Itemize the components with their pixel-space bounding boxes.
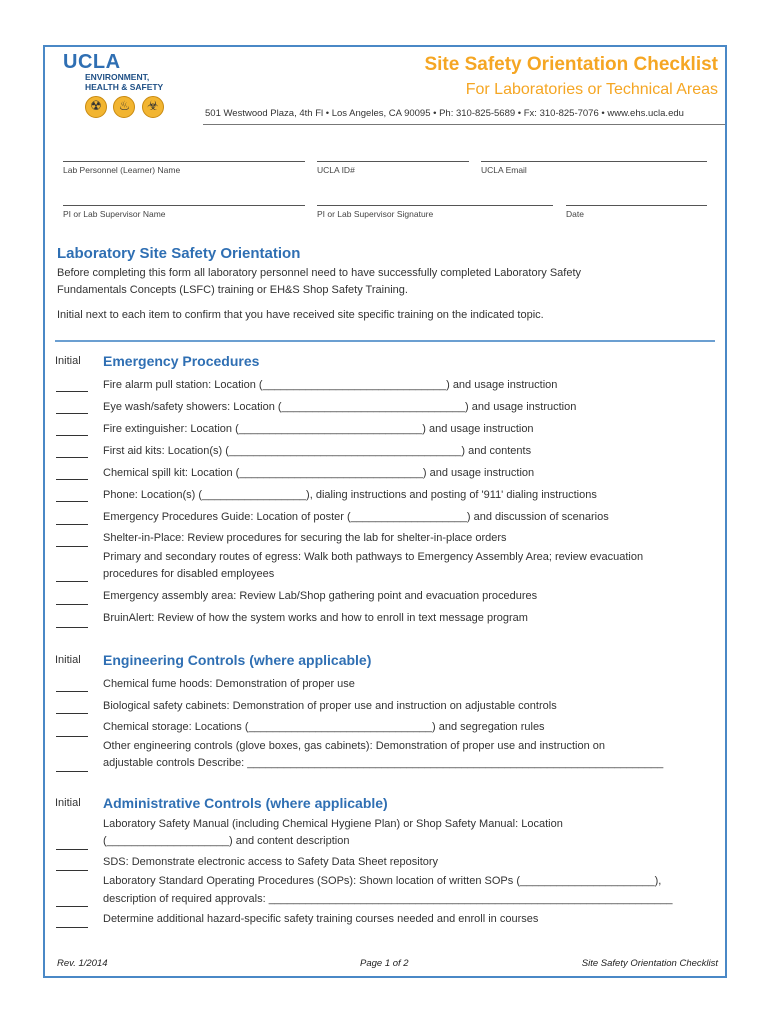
initial-blank[interactable]	[56, 457, 88, 458]
list-item: BruinAlert: Review of how the system works and how to enroll in text message program	[103, 612, 528, 624]
radiation-icon: ☢	[85, 96, 107, 118]
initial-blank[interactable]	[56, 413, 88, 414]
ucla-id-field[interactable]: UCLA ID#	[317, 161, 469, 175]
initial-label-emergency: Initial	[55, 355, 81, 367]
date-field[interactable]: Date	[566, 205, 707, 219]
list-item: Eye wash/safety showers: Location (______________________________) and usage instruction	[103, 401, 577, 413]
list-item: Laboratory Standard Operating Procedures (SOPs): Shown location of written SOPs (______________________),	[103, 875, 662, 887]
list-item: Emergency assembly area: Review Lab/Shop gathering point and evacuation procedures	[103, 590, 538, 602]
initial-label-engineering: Initial	[55, 654, 81, 666]
list-item: procedures for disabled employees	[103, 568, 275, 580]
list-item: Other engineering controls (glove boxes, gas cabinets): Demonstration of proper use and instruction on	[103, 740, 606, 752]
list-item: SDS: Demonstrate electronic access to Safety Data Sheet repository	[103, 856, 439, 868]
logo-dept-line1: ENVIRONMENT,	[85, 72, 150, 82]
initial-blank[interactable]	[56, 391, 88, 392]
list-item: Determine additional hazard-specific safety training courses needed and enroll in courses	[103, 913, 539, 925]
initial-blank[interactable]	[56, 581, 88, 582]
initial-blank[interactable]	[56, 736, 88, 737]
biohazard-icon: ☣	[142, 96, 164, 118]
list-item: First aid kits: Location(s) (______________________________________) and contents	[103, 445, 532, 457]
initial-blank[interactable]	[56, 771, 88, 772]
intro-line-2: Fundamentals Concepts (LSFC) training or EH&S Shop Safety Training.	[57, 284, 408, 296]
ucla-ehs-logo	[63, 52, 203, 124]
fire-icon: ♨	[113, 96, 135, 118]
list-item: Chemical storage: Locations (______________________________) and segregation rules	[103, 721, 545, 733]
list-item: Phone: Location(s) (_________________), dialing instructions and posting of '911' dialing instructions	[103, 489, 597, 501]
orientation-title: Laboratory Site Safety Orientation	[57, 245, 301, 262]
ucla-email-field[interactable]: UCLA Email	[481, 161, 707, 175]
header-divider	[203, 124, 725, 125]
list-item: Laboratory Safety Manual (including Chemical Hygiene Plan) or Shop Safety Manual: Location	[103, 818, 563, 830]
list-item: Biological safety cabinets: Demonstration of proper use and instruction on adjustable controls	[103, 700, 557, 712]
initial-blank[interactable]	[56, 713, 88, 714]
list-item: Fire alarm pull station: Location (______________________________) and usage instruction	[103, 379, 558, 391]
logo-ucla-text: UCLA	[63, 51, 121, 73]
initial-blank[interactable]	[56, 546, 88, 547]
pi-name-field[interactable]: PI or Lab Supervisor Name	[63, 205, 305, 219]
pi-signature-field[interactable]: PI or Lab Supervisor Signature	[317, 205, 553, 219]
list-item: description of required approvals: __________________________________________________________________	[103, 893, 673, 905]
list-item: adjustable controls Describe: ____________________________________________________________________	[103, 757, 664, 769]
emergency-title: Emergency Procedures	[103, 353, 260, 369]
initial-blank[interactable]	[56, 524, 88, 525]
administrative-title: Administrative Controls (where applicable)	[103, 795, 388, 811]
list-item: (____________________) and content description	[103, 835, 350, 847]
list-item: Shelter-in-Place: Review procedures for securing the lab for shelter-in-place orders	[103, 532, 507, 544]
initial-blank[interactable]	[56, 627, 88, 628]
list-item: Chemical spill kit: Location (______________________________) and usage instruction	[103, 467, 535, 479]
initial-blank[interactable]	[56, 435, 88, 436]
page-title: Site Safety Orientation Checklist	[424, 54, 718, 75]
initial-blank[interactable]	[56, 849, 88, 850]
initial-blank[interactable]	[56, 604, 88, 605]
list-item: Chemical fume hoods: Demonstration of proper use	[103, 678, 355, 690]
section-divider	[55, 340, 715, 342]
list-item: Emergency Procedures Guide: Location of poster (___________________) and discussion of scenarios	[103, 511, 609, 523]
list-item: Fire extinguisher: Location (______________________________) and usage instruction	[103, 423, 534, 435]
footer-document-name: Site Safety Orientation Checklist	[581, 958, 718, 969]
initial-label-administrative: Initial	[55, 797, 81, 809]
initial-blank[interactable]	[56, 906, 88, 907]
logo-dept-line2: HEALTH & SAFETY	[85, 82, 164, 92]
intro-line-3: Initial next to each item to confirm that you have received site specific training on the indicated topic.	[57, 309, 544, 321]
initial-blank[interactable]	[56, 479, 88, 480]
contact-address: 501 Westwood Plaza, 4th Fl • Los Angeles, CA 90095 • Ph: 310-825-5689 • Fx: 310-825-7076 • www.ehs.ucla.edu	[205, 108, 684, 119]
initial-blank[interactable]	[56, 691, 88, 692]
learner-name-field[interactable]: Lab Personnel (Learner) Name	[63, 161, 305, 175]
footer-page-number: Page 1 of 2	[360, 958, 409, 969]
initial-blank[interactable]	[56, 927, 88, 928]
list-item: Primary and secondary routes of egress: Walk both pathways to Emergency Assembly Area; review evacuation	[103, 551, 644, 563]
page-subtitle: For Laboratories or Technical Areas	[465, 81, 718, 98]
engineering-title: Engineering Controls (where applicable)	[103, 652, 372, 668]
initial-blank[interactable]	[56, 501, 88, 502]
footer-revision: Rev. 1/2014	[57, 958, 108, 969]
intro-line-1: Before completing this form all laboratory personnel need to have successfully completed Laboratory Safety	[57, 267, 582, 279]
initial-blank[interactable]	[56, 870, 88, 871]
